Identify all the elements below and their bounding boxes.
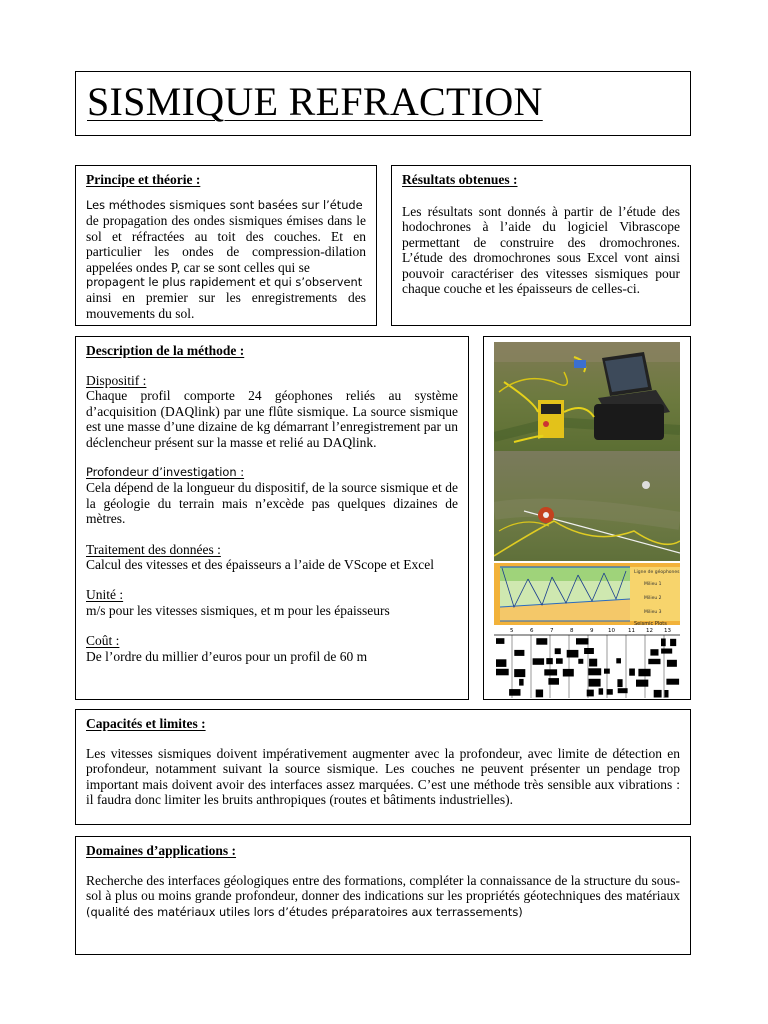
tick-label: 6 [530, 628, 534, 634]
legend-2: Milieu 1 [644, 582, 662, 587]
trace-block [496, 638, 504, 644]
trace-block [661, 639, 666, 647]
dispositif-text: Chaque profil comporte 24 géophones reliés au système d’acquisition (DAQlink) par une flûte sismique. La source sismique est une masse d’une dizaine de kg démarrant l’enregistrement par un déclencheur présent sur la masse et relié au DAQlink. [86, 388, 458, 450]
trace-block [587, 690, 594, 697]
trace-block [648, 659, 660, 664]
cout-label: Coût : [86, 633, 120, 649]
trace-block [670, 639, 676, 646]
trace-block [563, 669, 574, 677]
description-section [75, 336, 469, 700]
trace-block [555, 648, 561, 654]
trace-block [589, 679, 601, 687]
trace-block [654, 690, 662, 698]
field-photo [494, 451, 680, 561]
trace-block [533, 658, 545, 665]
principe-text-2: de propagation des ondes sismiques émises dans le sol et réfractées au toit des couches. Et en particulier les ondes de compression-dilation appelées ondes P, car se sont celles qui se [86, 213, 366, 275]
trace-block [496, 669, 509, 676]
trace-block [519, 679, 524, 686]
trace-block [567, 650, 579, 658]
domaines-text-1: Recherche des interfaces géologiques entre des formations, compléter la connaissance de la structure du sous-sol à plus ou moins grande profondeur, donner des indications sur les propriétés géotechniques des matériaux [86, 873, 680, 904]
tick-label: 12 [646, 628, 653, 634]
tick-label: 10 [608, 628, 615, 634]
title-box [75, 71, 691, 136]
principe-text-1: Les méthodes sismiques sont basées sur l’étude [86, 198, 363, 212]
legend-1: Ligne de géophones [634, 570, 680, 575]
dispositif-label: Dispositif : [86, 373, 147, 388]
trace-block [578, 659, 583, 664]
legend-3: Milieu 2 [644, 596, 662, 601]
tick-label: 13 [664, 628, 671, 634]
trace-block [666, 679, 679, 685]
capacites-section [75, 709, 691, 825]
trace-block [536, 690, 543, 698]
profondeur-text: Cela dépend de la longueur du dispositif, de la source sismique et de la géologie du terrain mais n’excède pas quelques dizaines de mètres. [86, 480, 458, 527]
capacites-text: Les vitesses sismiques doivent impérativement augmenter avec la profondeur, avec limite de détection en profondeur, notamment suivant la source sismique. Les couches ne peuvent présenter un pendage trop important mais doivent avoir des interfaces assez marquées. C’est une méthode très sensible aux vibrations : il faudra donc limiter les bruits anthropiques (routes et bâtiments industrielles). [86, 746, 680, 808]
cout-text: De l’ordre du millier d’euros pour un profil de 60 m [86, 648, 368, 664]
tick-label: 7 [550, 628, 554, 634]
trace-block [589, 659, 597, 667]
trace-block [629, 669, 635, 676]
figure-box [483, 336, 691, 700]
resultats-heading: Résultats obtenues : [402, 172, 518, 187]
trace-block [667, 660, 677, 667]
tick-label: 8 [570, 628, 574, 634]
trace-block [616, 658, 621, 663]
seismogram-traces [496, 635, 679, 698]
tick-label: 11 [628, 628, 635, 634]
domaines-text-2: (qualité des matériaux utiles lors d’études préparatoires aux terrassements) [86, 904, 523, 919]
domaines-section [75, 836, 691, 955]
trace-block [599, 688, 604, 694]
capacites-heading: Capacités et limites : [86, 716, 206, 731]
resultats-section [391, 165, 691, 326]
resultats-text: Les résultats sont donnés à partir de l’étude des hodochrones à l’aide du logiciel Vibrascope permettant de construire des dromochrones. L’étude des dromochrones sous Excel vont ainsi pouvoir caractériser des vitesses sismiques pour chaque couche et les épaisseurs de celles-ci. [402, 204, 680, 297]
trace-block [496, 659, 506, 667]
trace-block [514, 650, 524, 656]
trace-block [638, 669, 650, 677]
principe-heading: Principe et théorie : [86, 172, 201, 187]
trace-block [556, 658, 563, 664]
description-heading: Description de la méthode : [86, 343, 245, 358]
principe-text-3: propagent le plus rapidement et qui s’observent [86, 275, 363, 290]
unite-text: m/s pour les vitesses sismiques, et m pour les épaisseurs [86, 602, 390, 618]
trace-block [665, 690, 669, 698]
tick-labels [510, 628, 671, 634]
trace-block [509, 689, 520, 696]
legend-4: Milieu 3 [644, 610, 662, 615]
scale-label: Seismic Plots [634, 621, 667, 627]
tick-label: 5 [510, 628, 514, 634]
trace-block [617, 679, 622, 687]
traitement-text: Calcul des vitesses et des épaisseurs a l’aide de VScope et Excel [86, 557, 435, 573]
trace-block [546, 658, 553, 664]
domaines-text [86, 873, 680, 920]
trace-block [536, 638, 547, 645]
trace-block [584, 648, 594, 654]
profondeur-label: Profondeur d’investigation : [86, 465, 245, 480]
equipment-photo [494, 342, 680, 452]
trace-block [514, 669, 525, 677]
seismic-diagram [494, 563, 680, 698]
trace-block [576, 638, 589, 644]
page-title: SISMIQUE REFRACTION [87, 79, 543, 124]
trace-block [650, 649, 658, 655]
trace-block [636, 680, 648, 687]
tick-label: 9 [590, 628, 594, 634]
trace-block [607, 689, 613, 695]
traitement-label: Traitement des données : [86, 541, 221, 557]
trace-block [661, 649, 672, 654]
principe-section [75, 165, 377, 326]
principe-text-4: ainsi en premier sur les enregistrements des mouvements du sol. [86, 290, 366, 321]
domaines-heading: Domaines d’applications : [86, 843, 237, 858]
trace-block [544, 669, 557, 675]
trace-block [588, 668, 601, 675]
unite-label: Unité : [86, 587, 124, 603]
